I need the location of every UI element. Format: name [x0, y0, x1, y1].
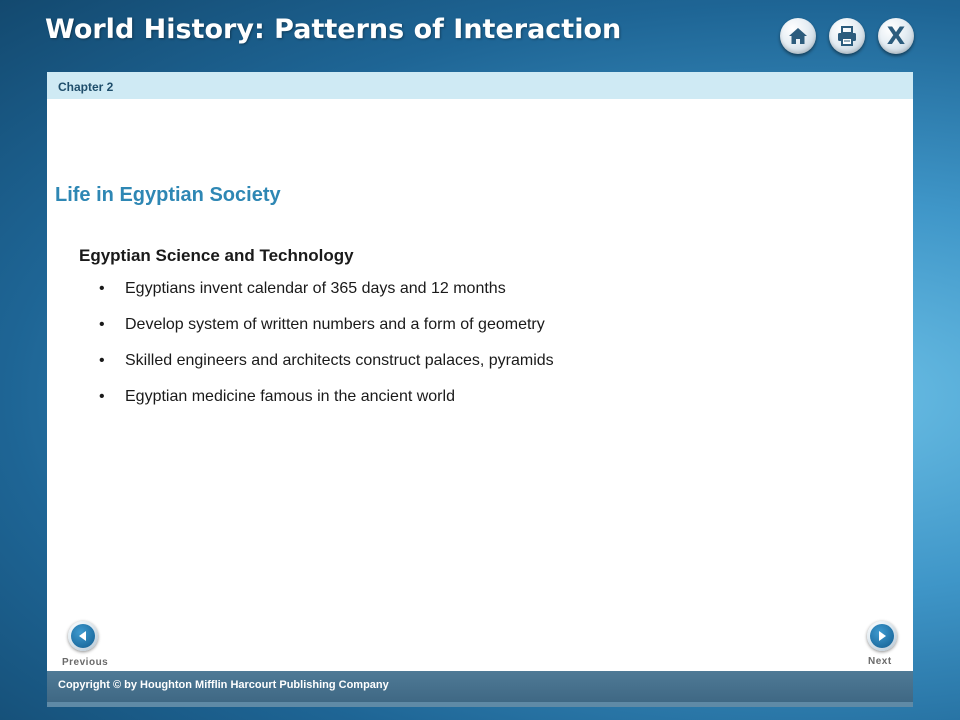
arrow-left-icon	[77, 630, 89, 642]
previous-label: Previous	[62, 657, 109, 668]
print-icon	[835, 24, 859, 48]
home-icon	[786, 24, 810, 48]
arrow-right-icon	[876, 630, 888, 642]
previous-button[interactable]	[68, 621, 98, 651]
slide-title: Life in Egyptian Society	[55, 184, 281, 206]
print-button[interactable]	[829, 18, 865, 54]
bullet-item: • Skilled engineers and architects construct palaces, pyramids	[99, 352, 554, 388]
footer-bar	[47, 671, 913, 702]
bullet-item: • Egyptians invent calendar of 365 days and 12 months	[99, 280, 554, 316]
toolbar	[780, 18, 920, 58]
footer-strip	[47, 702, 913, 707]
bullet-item: • Develop system of written numbers and a form of geometry	[99, 316, 554, 352]
bullet-list	[99, 280, 554, 424]
content-panel	[47, 72, 913, 671]
chapter-bar	[47, 72, 913, 99]
chapter-label: Chapter 2	[58, 80, 114, 94]
home-button[interactable]	[780, 18, 816, 54]
close-icon: X	[886, 22, 906, 50]
close-button[interactable]	[878, 18, 914, 54]
next-label: Next	[868, 656, 892, 667]
next-button[interactable]	[867, 621, 897, 651]
slide-subheading: Egyptian Science and Technology	[79, 246, 354, 265]
copyright-text: Copyright © by Houghton Mifflin Harcourt Publishing Company	[58, 679, 389, 691]
bullet-item: • Egyptian medicine famous in the ancient world	[99, 388, 554, 424]
app-title: World History: Patterns of Interaction	[45, 14, 622, 45]
